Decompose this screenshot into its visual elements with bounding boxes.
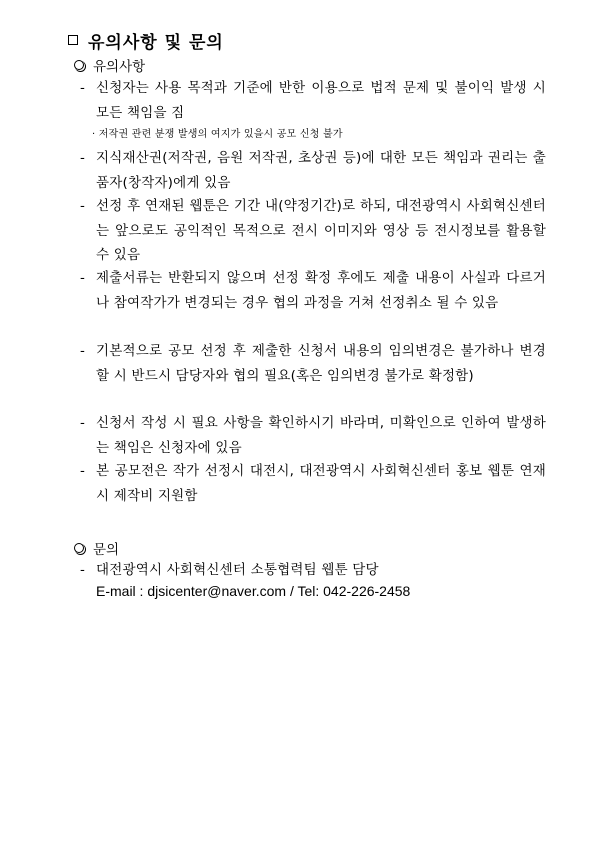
notice-item-3 xyxy=(80,194,546,268)
notice-item-7 xyxy=(80,459,546,508)
dash-bullet: - xyxy=(80,150,86,166)
notice-text: 제출서류는 반환되지 않으며 선정 확정 후에도 제출 내용이 사실과 다르거나 참여작가가 변경되는 경우 협의 과정을 거쳐 선정취소 될 수 있음 xyxy=(96,270,546,311)
notice-item-4 xyxy=(80,266,546,315)
dash-bullet: - xyxy=(80,270,86,286)
notices-label: 유의사항 xyxy=(93,59,146,75)
dash-bullet: - xyxy=(80,80,86,96)
dash-bullet: - xyxy=(80,463,86,479)
contact-team: 대전광역시 사회혁신센터 소통협력팀 웹툰 담당 xyxy=(96,562,379,578)
section-title: 유의사항 및 문의 xyxy=(88,33,224,53)
dash-bullet: - xyxy=(80,562,86,578)
dash-bullet: - xyxy=(80,343,86,359)
notice-item-1 xyxy=(80,76,546,125)
contact-email-line: E-mail : djsicenter@naver.com / Tel: 042-226-2458 xyxy=(96,583,411,599)
inquiry-subheading xyxy=(74,538,119,558)
section-heading xyxy=(68,28,224,53)
inquiry-label: 문의 xyxy=(93,542,120,558)
notice-text: 기본적으로 공모 선정 후 제출한 신청서 내용의 임의변경은 불가하나 변경할 시 반드시 담당자와 협의 필요(혹은 임의변경 불가로 확정함) xyxy=(96,343,546,384)
notice-item-6 xyxy=(80,411,546,460)
notice-text: 본 공모전은 작가 선정시 대전시, 대전광역시 사회혁신센터 홍보 웹툰 연재시 제작비 지원함 xyxy=(96,463,546,504)
notice-text: 신청자는 사용 목적과 기준에 반한 이용으로 법적 문제 및 불이익 발생 시 모든 책임을 짐 xyxy=(96,80,546,121)
checkbox-square-icon xyxy=(68,35,78,45)
notice-text: 신청서 작성 시 필요 사항을 확인하시기 바라며, 미확인으로 인하여 발생하는 책임은 신청자에 있음 xyxy=(96,415,546,456)
notice-text: 선정 후 연재된 웹툰은 기간 내(약정기간)로 하되, 대전광역시 사회혁신센터는 앞으로도 공익적인 목적으로 전시 이미지와 영상 등 전시정보를 활용할 수 있음 xyxy=(96,198,546,263)
notice-text: 지식재산권(저작권, 음원 저작권, 초상권 등)에 대한 모든 책임과 권리는 출품자(창작자)에게 있음 xyxy=(96,150,546,191)
notice-sub-note: · 저작권 관련 분쟁 발생의 여지가 있을시 공모 신청 불가 xyxy=(92,129,343,140)
notice-item-2 xyxy=(80,146,546,195)
notices-subheading xyxy=(74,55,145,75)
dash-bullet: - xyxy=(80,198,86,214)
circle-bullet-icon xyxy=(74,543,84,553)
circle-bullet-icon xyxy=(74,60,84,70)
dash-bullet: - xyxy=(80,415,86,431)
inquiry-item xyxy=(80,558,546,583)
notice-item-5 xyxy=(80,339,546,388)
